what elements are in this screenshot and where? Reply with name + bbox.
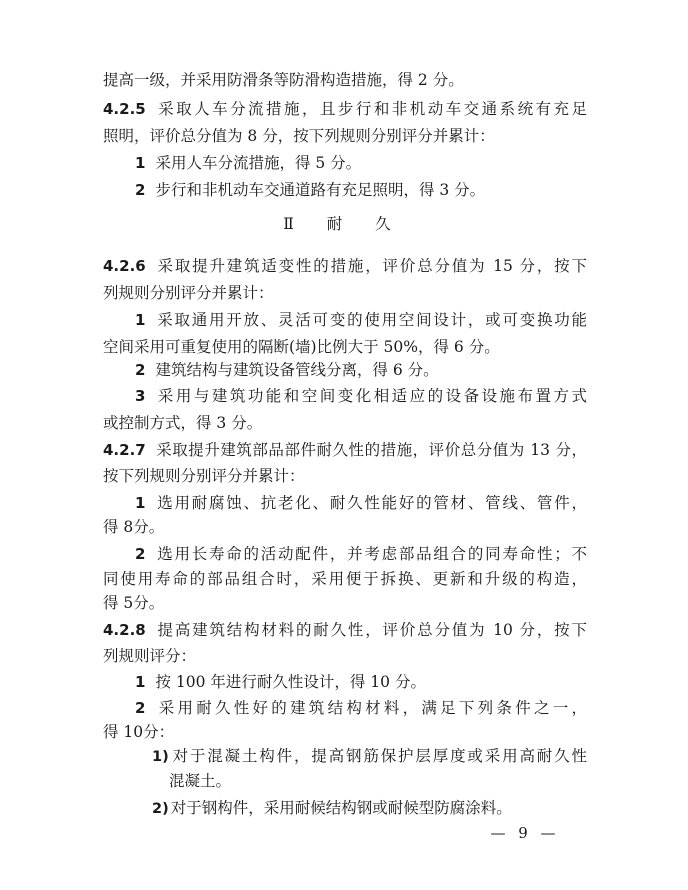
list-item: 1 选用耐腐蚀、抗老化、耐久性能好的管材、管线、管件， <box>135 494 587 512</box>
item-number: 3 <box>135 387 146 405</box>
text-line: 按下列规则分别评分并累计： <box>103 467 305 485</box>
clause-4-2-8: 4.2.8 提高建筑结构材料的耐久性，评价总分值为 10 分，按下 <box>103 621 587 639</box>
list-item: 2 选用长寿命的活动配件，并考虑部品组合的同寿命性；不 <box>135 545 587 563</box>
list-item: 1 采取通用开放、灵活可变的使用空间设计，或可变换功能 <box>135 311 587 329</box>
text-line: 得 10分： <box>103 723 175 741</box>
clause-4-2-7: 4.2.7 采取提升建筑部品部件耐久性的措施，评价总分值为 13 分， <box>103 441 587 459</box>
sub-item-number: 1) <box>152 749 169 765</box>
text-line: 空间采用可重复使用的隔断(墙)比例大于 50%，得 6 分。 <box>103 338 500 356</box>
item-number: 1 <box>135 154 146 172</box>
list-item: 1 采用人车分流措施，得 5 分。 <box>135 154 362 172</box>
text-line: 照明，评价总分值为 8 分，按下列规则分别评分并累计： <box>103 127 495 145</box>
clause-number: 4.2.7 <box>103 441 146 459</box>
sub-list-item: 1) 对于混凝土构件，提高钢筋保护层厚度或采用高耐久性 <box>152 747 587 765</box>
clause-number: 4.2.6 <box>103 257 146 275</box>
item-number: 2 <box>135 699 146 717</box>
text-line: 提高一级，并采用防滑条等防滑构造措施，得 2 分。 <box>103 71 464 89</box>
list-item: 2 步行和非机动车交通道路有充足照明，得 3 分。 <box>135 181 486 199</box>
clause-4-2-5: 4.2.5 采取人车分流措施，且步行和非机动车交通系统有充足 <box>103 100 587 118</box>
text-line: 同使用寿命的部品组合时，采用便于拆换、更新和升级的构造， <box>103 570 587 588</box>
item-number: 1 <box>135 673 146 691</box>
item-number: 2 <box>135 181 146 199</box>
text-line: 或控制方式，得 3 分。 <box>103 414 263 432</box>
item-number: 1 <box>135 494 146 512</box>
clause-number: 4.2.5 <box>103 100 146 118</box>
clause-4-2-6: 4.2.6 采取提升建筑适变性的措施，评价总分值为 15 分，按下 <box>103 257 587 275</box>
page-number: — 9 — <box>490 824 560 842</box>
item-number: 1 <box>135 311 146 329</box>
text-line: 列规则分别评分并累计： <box>103 284 274 302</box>
sub-item-number: 2) <box>152 801 169 817</box>
item-number: 2 <box>135 361 146 379</box>
text-line: 得 8分。 <box>103 518 165 536</box>
text-line: 得 5分。 <box>103 594 165 612</box>
sub-list-item: 2) 对于钢构件，采用耐候结构钢或耐候型防腐涂料。 <box>152 799 512 817</box>
list-item: 1 按 100 年进行耐久性设计，得 10 分。 <box>135 673 426 691</box>
list-item: 3 采用与建筑功能和空间变化相适应的设备设施布置方式 <box>135 387 587 405</box>
list-item: 2 采用耐久性好的建筑结构材料，满足下列条件之一， <box>135 699 587 717</box>
item-number: 2 <box>135 545 146 563</box>
text-line: 列规则评分： <box>103 647 197 665</box>
clause-number: 4.2.8 <box>103 621 146 639</box>
text-line: 混凝土。 <box>169 772 232 790</box>
list-item: 2 建筑结构与建筑设备管线分离，得 6 分。 <box>135 361 439 379</box>
section-heading: Ⅱ 耐 久 <box>283 215 405 233</box>
